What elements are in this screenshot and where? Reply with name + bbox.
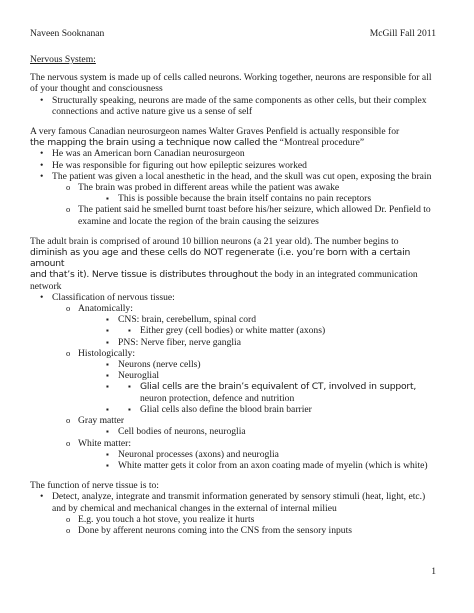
- glial-rest: neuron protection, defence and nutrition: [140, 392, 295, 404]
- list-item: ▪ White matter gets it color from an axon coating made of myelin (which is white): [30, 460, 440, 471]
- list-item: o Gray matter: [30, 415, 440, 426]
- adult-line1: The adult brain is comprised of around 10 billion neurons (a 21 year old). The number begins to: [30, 235, 399, 247]
- notes-body: [30, 54, 440, 536]
- section-heading: Nervous System:: [30, 54, 96, 65]
- penfield-paragraph: [30, 126, 440, 148]
- bullet-icon: ▪ ▪: [128, 326, 131, 336]
- list-item: ▪ Neuronal processes (axons) and neuroglia: [30, 449, 440, 460]
- penfield-line1: A very famous Canadian neurosurgeon names Walter Graves Penfield is actually responsible for: [30, 126, 400, 138]
- list-item: o The brain was probed in different areas while the patient was awake: [30, 182, 440, 193]
- list-item: ▪ Neuroglial: [30, 370, 440, 381]
- list-item: o E.g. you touch a hot stove, you realize it hurts: [30, 514, 440, 525]
- list-item: • Structurally speaking, neurons are made of the same components as other cells, but their complex connections and active nature give us a sense of self: [30, 95, 440, 117]
- list-item: ▪ PNS: Nerve fiber, nerve ganglia: [30, 337, 440, 348]
- list-item: o Anatomically:: [30, 303, 440, 314]
- glial-bbb-text: Glial cells also define the blood brain barrier: [140, 403, 312, 415]
- glial-handwritten: Glial cells are the brain’s equivalent of CT, involved in support,: [140, 381, 417, 393]
- list-item: o Done by afferent neurons coming into the CNS from the sensory inputs: [30, 525, 440, 536]
- intro-list: [30, 95, 440, 117]
- function-list: [30, 491, 440, 536]
- list-item: o The patient said he smelled burnt toast before his/her seizure, which allowed Dr. Penfield to examine and locate the region of the brain causing the seizures: [30, 204, 440, 226]
- header-author: Naveen Sooknanan: [30, 28, 105, 39]
- list-item: [30, 325, 440, 336]
- list-item: ▪ Cell bodies of neurons, neuroglia: [30, 426, 440, 437]
- adult-line3-rest: the body in an integrated communication network: [30, 269, 418, 292]
- list-item: [30, 404, 440, 415]
- list-item: o White matter:: [30, 438, 440, 449]
- classification-list: [30, 292, 440, 471]
- list-item: ▪ Neurons (nerve cells): [30, 359, 440, 370]
- list-item: • Detect, analyze, integrate and transmit information generated by sensory stimuli (heat, light, etc.) and by chemical and mechanical changes in the external of internal milieu: [30, 491, 440, 513]
- penfield-quote: “Montreal procedure”: [277, 137, 365, 149]
- header-course: McGill Fall 2011: [369, 28, 436, 39]
- penfield-handwritten: the mapping the brain using a technique now called the: [30, 137, 278, 149]
- cns-sub-text: Either grey (cell bodies) or white matter (axons): [140, 325, 326, 337]
- list-item: • Classification of nervous tissue:: [30, 292, 440, 303]
- list-item: ▪ This is possible because the brain itself contains no pain receptors: [30, 193, 440, 204]
- bullet-icon: ▪ ▪: [128, 404, 131, 414]
- list-item: ▪ CNS: brain, cerebellum, spinal cord: [30, 314, 440, 325]
- list-item: [30, 381, 440, 403]
- adult-handwritten-1: diminish as you age and these cells do NOT regenerate (i.e. you’re born with a certain amount: [30, 247, 411, 270]
- function-title: The function of nerve tissue is to:: [30, 480, 159, 492]
- list-item: o Histologically:: [30, 348, 440, 359]
- page-number: 1: [431, 566, 436, 577]
- list-item: • The patient was given a local anesthetic in the head, and the skull was cut open, exposing the brain: [30, 171, 440, 182]
- list-item: • He was responsible for figuring out how epileptic seizures worked: [30, 160, 440, 171]
- adult-handwritten-2: and that’s it). Nerve tissue is distributes throughout: [30, 269, 258, 281]
- adult-brain-paragraph: [30, 236, 440, 292]
- bullet-icon: ▪ ▪: [128, 382, 131, 392]
- list-item: • He was an American born Canadian neurosurgeon: [30, 148, 440, 159]
- penfield-list: [30, 148, 440, 226]
- intro-paragraph: The nervous system is made up of cells called neurons. Working together, neurons are responsible for all of your thought and consciousness: [30, 72, 432, 95]
